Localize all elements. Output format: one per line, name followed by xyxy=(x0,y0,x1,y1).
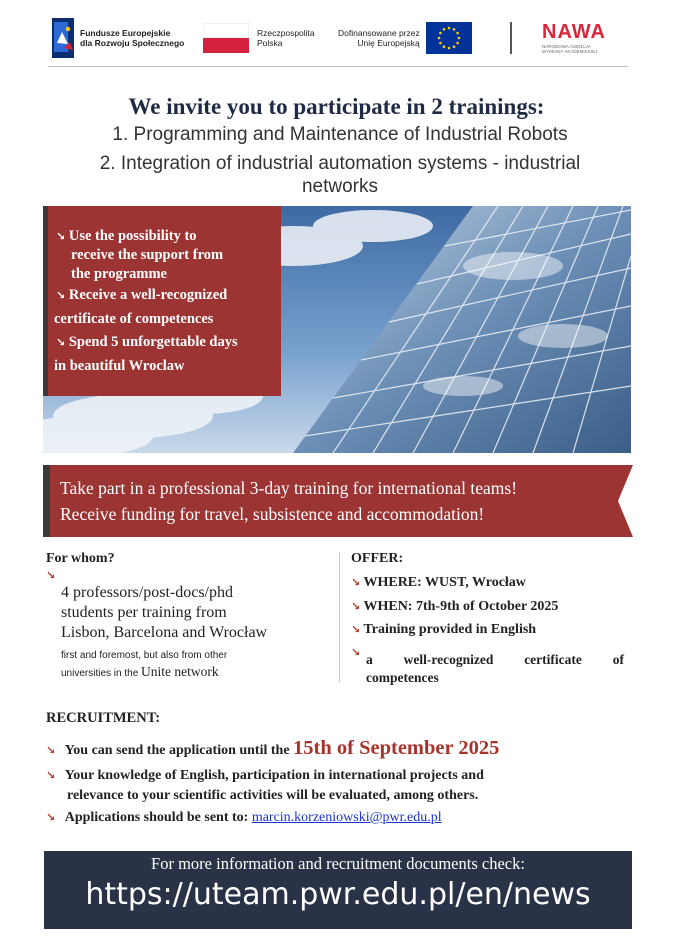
arrow-down-right-icon: ↘ xyxy=(46,569,56,582)
offer-heading: OFFER: xyxy=(351,551,404,566)
poland-line1: Rzeczpospolita xyxy=(257,28,315,38)
footer-box xyxy=(44,851,632,929)
eu-flag-icon xyxy=(426,22,472,54)
offer-language: ↘ Training provided in English xyxy=(351,622,537,637)
nawa-sub-line1: NARODOWA AGENCJA xyxy=(542,44,591,49)
poland-line2: Polska xyxy=(257,38,283,48)
offer-certificate-line2: competences xyxy=(366,670,439,685)
news-url-link[interactable]: https://uteam.pwr.edu.pl/en/news xyxy=(85,877,591,912)
offer-certificate: a well-recognized certificate of xyxy=(366,652,624,667)
arrow-down-right-icon: ↘ xyxy=(46,744,56,757)
nawa-logo xyxy=(542,16,606,60)
recruitment-evaluation: ↘ Your knowledge of English, participation in international projects and xyxy=(46,768,484,783)
eu-funds-icon xyxy=(52,18,74,58)
eu-funds-line2: dla Rozwoju Społecznego xyxy=(80,38,185,48)
offer-where: ↘ WHERE: WUST, Wrocław xyxy=(351,575,526,590)
header-divider xyxy=(48,66,628,67)
contact-email-link[interactable]: marcin.korzeniowski@pwr.edu.pl xyxy=(251,810,442,825)
for-whom-note: first and foremost, but also from other universities in the Unite network xyxy=(61,650,228,679)
banner-line-1: Take part in a professional 3-day training for international teams! xyxy=(60,478,518,498)
eu-cofinanced-logo xyxy=(338,16,472,60)
cofinanced-line1: Dofinansowane przez xyxy=(338,28,420,38)
offer-when: ↘ WHEN: 7th-9th of October 2025 xyxy=(351,599,559,614)
training-1: 1. Programming and Maintenance of Industrial Robots xyxy=(112,124,568,145)
recruitment-heading: RECRUITMENT: xyxy=(46,710,161,726)
banner-shape xyxy=(43,465,633,537)
arrow-down-right-icon: ↘ xyxy=(351,623,361,636)
benefit-certificate: ↘ Receive a well-recognized xyxy=(56,287,228,303)
arrow-down-right-icon: ↘ xyxy=(46,811,56,824)
arrow-down-right-icon: ↘ xyxy=(56,289,66,302)
benefit-wroclaw-line2: in beautiful Wroclaw xyxy=(54,358,185,374)
cofinanced-line2: Unię Europejską xyxy=(357,38,420,48)
arrow-down-right-icon: ↘ xyxy=(46,769,56,782)
arrow-down-right-icon: ↘ xyxy=(351,600,361,613)
recruitment-deadline: ↘ You can send the application until the 15th of September 2025 xyxy=(46,737,500,759)
benefit-certificate-line2: certificate of competences xyxy=(54,311,214,327)
nawa-sub-line2: WYMIANY AKADEMICKIEJ xyxy=(542,49,598,54)
eu-funds-logo xyxy=(52,16,184,60)
funding-banner xyxy=(43,465,633,537)
page-title: We invite you to participate in 2 trainings: xyxy=(128,94,545,119)
arrow-down-right-icon: ↘ xyxy=(56,336,66,349)
arrow-down-right-icon: ↘ xyxy=(351,646,361,659)
eu-funds-line1: Fundusze Europejskie xyxy=(80,28,171,38)
footer-info: For more information and recruitment documents check: xyxy=(151,854,525,873)
unite-network: Unite network xyxy=(141,664,219,679)
recruitment-evaluation-line2: relevance to your scientific activities will be evaluated, among others. xyxy=(67,788,479,803)
poland-logo xyxy=(203,16,315,60)
arrow-down-right-icon: ↘ xyxy=(351,576,361,589)
benefit-support-line3: the programme xyxy=(71,266,167,282)
banner-line-2: Receive funding for travel, subsistence and accommodation! xyxy=(60,504,485,524)
training-2-cont: networks xyxy=(301,176,379,197)
nawa-wordmark: NAWA xyxy=(542,21,606,43)
polish-flag-icon xyxy=(203,23,249,53)
arrow-down-right-icon: ↘ xyxy=(56,230,66,243)
hero-benefits-box xyxy=(43,206,281,396)
benefit-support-line2: receive the support from xyxy=(71,247,224,263)
logo-separator xyxy=(510,22,512,54)
recruitment-apply: ↘ Applications should be sent to: marcin.korzeniowski@pwr.edu.pl xyxy=(46,810,442,825)
logo-bar xyxy=(48,16,628,70)
benefit-support: ↘ Use the possibility to xyxy=(56,228,197,244)
column-divider xyxy=(339,552,340,682)
deadline-date: 15th of September 2025 xyxy=(293,737,500,759)
training-2: 2. Integration of industrial automation systems - industrial xyxy=(99,153,581,174)
for-whom-heading: For whom? xyxy=(46,551,115,566)
for-whom-text: 4 professors/post-docs/phd students per training from Lisbon, Barcelona and Wrocław xyxy=(61,584,268,641)
benefit-wroclaw: ↘ Spend 5 unforgettable days xyxy=(56,334,238,350)
